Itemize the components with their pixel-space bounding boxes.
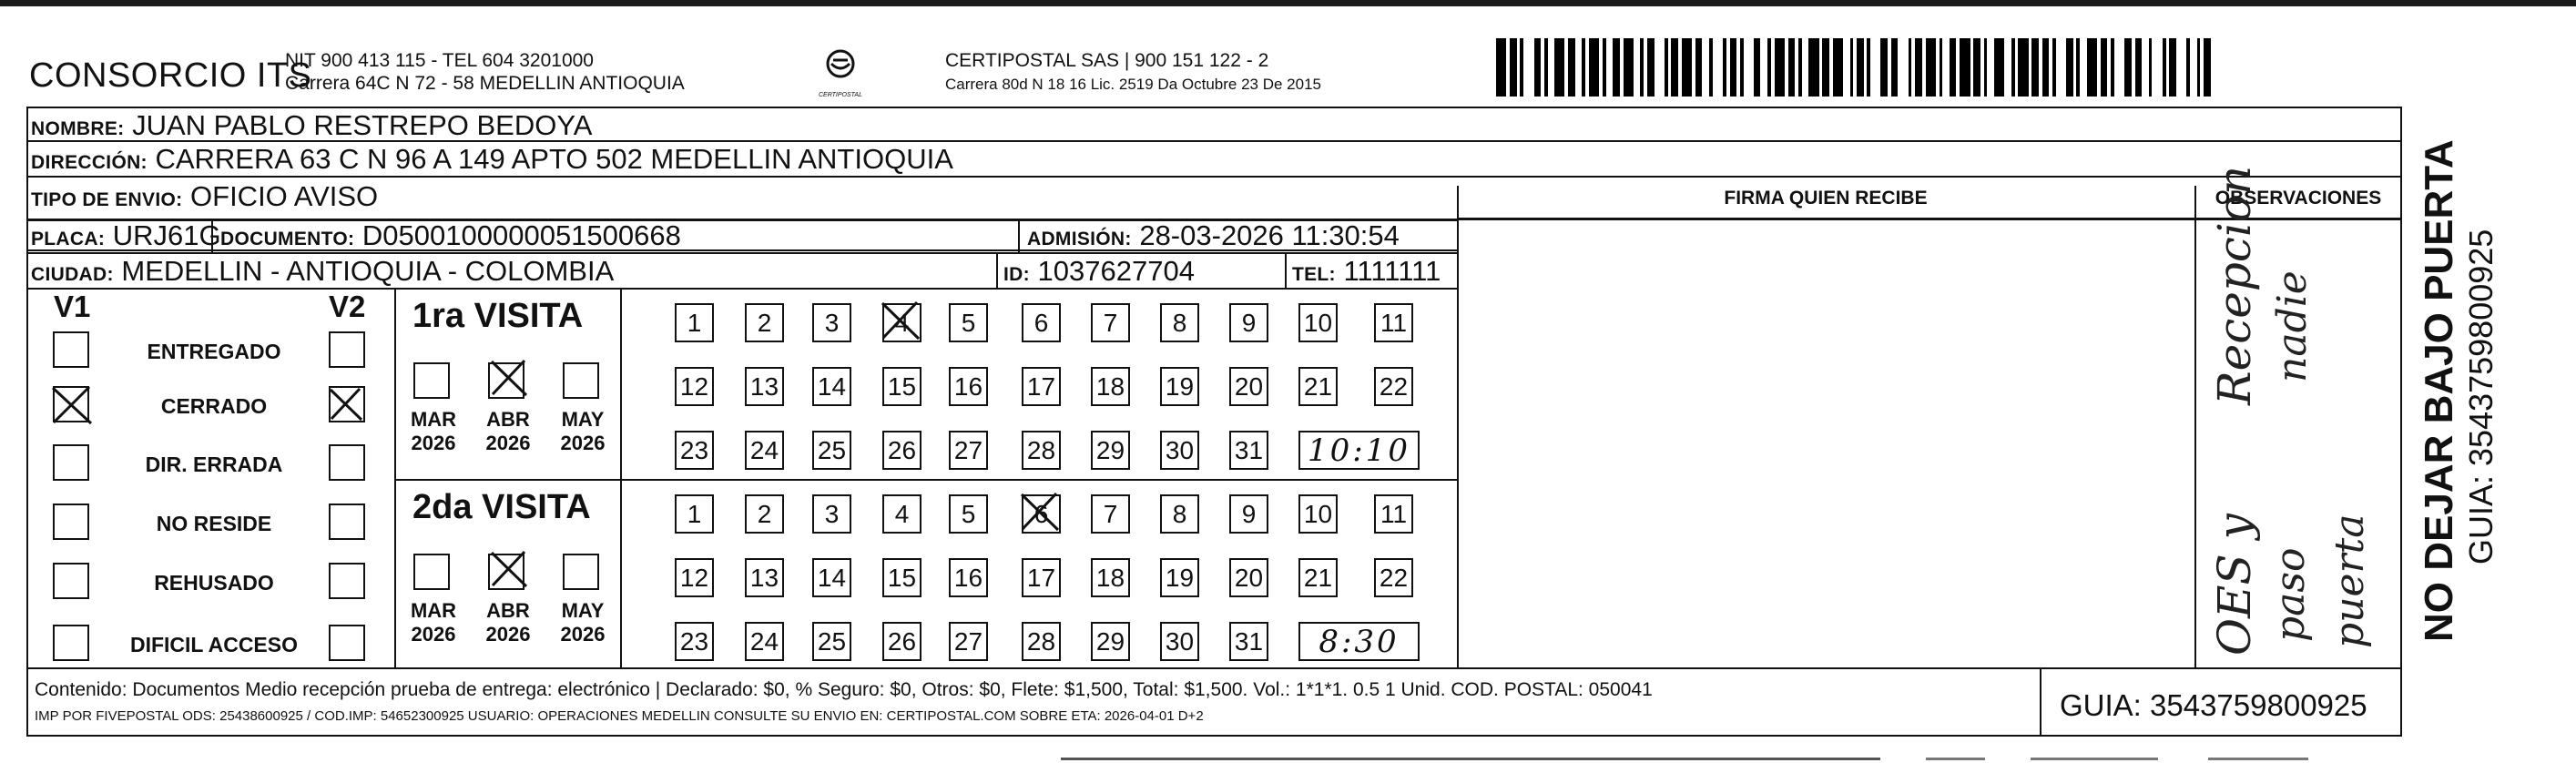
v1-checkbox-rehusado[interactable] (53, 563, 89, 599)
shipping-type: OFICIO AVISO (190, 180, 379, 212)
visit-1-day-14[interactable]: 14 (812, 367, 851, 406)
company-address: Carrera 64C N 72 - 58 MEDELLIN ANTIOQUIA (285, 73, 685, 94)
visit-1-day-7[interactable]: 7 (1091, 303, 1130, 342)
visit-1-month-label: MAY 2026 (560, 408, 606, 454)
visit-1-month-abr-checkbox[interactable] (488, 362, 524, 399)
v1-checkbox-cerrado[interactable] (53, 386, 89, 422)
signature-area[interactable] (1459, 219, 2193, 666)
visit-1-day-27[interactable]: 27 (949, 431, 988, 470)
visit-1-day-4[interactable]: 4 (882, 303, 921, 342)
visit-2-month-label: ABR 2026 (485, 599, 531, 646)
visit-1-day-15[interactable]: 15 (882, 367, 921, 406)
visit-2-day-16[interactable]: 16 (949, 558, 988, 597)
id-row: ID: 1037627704 (1003, 255, 1195, 287)
tel-value: 1111111 (1343, 255, 1441, 287)
document-value: D0500100000051500668 (361, 219, 681, 251)
visit-1-month-may-checkbox[interactable] (563, 362, 599, 399)
status-option-label: NO RESIDE (156, 512, 272, 535)
obs-handwriting-4: paso (2267, 547, 2314, 642)
scan-edge (0, 0, 2576, 6)
visit-1-day-3[interactable]: 3 (812, 303, 851, 342)
visit-2-title: 2da VISITA (412, 488, 591, 526)
visit-2-month-label: MAY 2026 (560, 599, 606, 646)
visit-1-month-label: ABR 2026 (485, 408, 531, 454)
visit-2-month-mar-checkbox[interactable] (413, 554, 450, 590)
visit-2-day-3[interactable]: 3 (812, 494, 851, 534)
visit-2-day-24[interactable]: 24 (745, 622, 784, 661)
v1-checkbox-dificil-acceso[interactable] (53, 625, 89, 661)
visit-2-day-17[interactable]: 17 (1022, 558, 1061, 597)
visit-2-day-15[interactable]: 15 (882, 558, 921, 597)
visit-1-day-20[interactable]: 20 (1229, 367, 1268, 406)
status-option-label: DIFICIL ACCESO (129, 633, 298, 656)
v2-checkbox-rehusado[interactable] (329, 563, 365, 599)
visit-2-day-14[interactable]: 14 (812, 558, 851, 597)
admission-row: ADMISIÓN: 28-03-2026 11:30:54 (1027, 219, 1400, 251)
print-info-line: IMP POR FIVEPOSTAL ODS: 25438600925 / COD.IMP: 54652300925 USUARIO: OPERACIONES MEDELLIN CONSULTE SU ENVIO EN: CERTIPOSTAL.COM SOBRE ETA: 2026-04-01 D+2 (35, 708, 1204, 724)
v2-checkbox-dificil-acceso[interactable] (329, 625, 365, 661)
v1-checkbox-entregado[interactable] (53, 331, 89, 368)
visit-1-day-25[interactable]: 25 (812, 431, 851, 470)
company-nit: NIT 900 413 115 - TEL 604 3201000 (285, 50, 594, 71)
visit-2-day-6[interactable]: 6 (1022, 494, 1061, 534)
tel-row: TEL: 1111111 (1292, 255, 1441, 287)
admission-value: 28-03-2026 11:30:54 (1139, 219, 1400, 251)
visit-2-day-8[interactable]: 8 (1160, 494, 1199, 534)
shipping-type-row: TIPO DE ENVIO: OFICIO AVISO (31, 180, 379, 212)
v2-checkbox-no-reside[interactable] (329, 504, 365, 540)
v1-label: V1 (54, 290, 91, 323)
visit-2-day-5[interactable]: 5 (949, 494, 988, 534)
recipient-address: CARRERA 63 C N 96 A 149 APTO 502 MEDELLIN ANTIOQUIA (155, 143, 953, 175)
city-row: CIUDAD: MEDELLIN - ANTIOQUIA - COLOMBIA (31, 255, 615, 287)
visit-1-day-28[interactable]: 28 (1022, 431, 1061, 470)
visit-1-day-16[interactable]: 16 (949, 367, 988, 406)
visit-2-day-13[interactable]: 13 (745, 558, 784, 597)
visit-2-month-label: MAR 2026 (410, 599, 457, 646)
visit-2-day-21[interactable]: 21 (1298, 558, 1338, 597)
visit-2-day-31[interactable]: 31 (1229, 622, 1268, 661)
visit-1-month-mar-checkbox[interactable] (413, 362, 450, 399)
guia-number: GUIA: 3543759800925 (2060, 688, 2367, 722)
visit-2-day-1[interactable]: 1 (675, 494, 714, 534)
visit-2-month-may-checkbox[interactable] (563, 554, 599, 590)
visit-1-day-24[interactable]: 24 (745, 431, 784, 470)
obs-handwriting-1: Recepcion (2208, 165, 2261, 405)
v2-label: V2 (329, 290, 366, 323)
courier-license: Carrera 80d N 18 16 Lic. 2519 Da Octubre 23 De 2015 (945, 76, 1321, 93)
visit-2-day-9[interactable]: 9 (1229, 494, 1268, 534)
visit-1-day-29[interactable]: 29 (1091, 431, 1130, 470)
document-row: DOCUMENTO: D0500100000051500668 (220, 219, 681, 251)
city-value: MEDELLIN - ANTIOQUIA - COLOMBIA (121, 255, 615, 287)
visit-1-day-22[interactable]: 22 (1374, 367, 1413, 406)
visit-1-day-23[interactable]: 23 (675, 431, 714, 470)
visit-1-day-1[interactable]: 1 (675, 303, 714, 342)
status-option-label: DIR. ERRADA (145, 453, 283, 476)
visit-2-day-7[interactable]: 7 (1091, 494, 1130, 534)
status-option-label: CERRADO (160, 394, 268, 418)
v2-checkbox-cerrado[interactable] (329, 386, 365, 422)
visit-1-day-10[interactable]: 10 (1298, 303, 1338, 342)
recipient-name: JUAN PABLO RESTREPO BEDOYA (132, 109, 593, 141)
visit-2-day-20[interactable]: 20 (1229, 558, 1268, 597)
visit-2-day-2[interactable]: 2 (745, 494, 784, 534)
visit-1-day-21[interactable]: 21 (1298, 367, 1338, 406)
visit-2-day-4[interactable]: 4 (882, 494, 921, 534)
v1-checkbox-no-reside[interactable] (53, 504, 89, 540)
visit-1-day-18[interactable]: 18 (1091, 367, 1130, 406)
contents-line: Contenido: Documentos Medio recepción prueba de entrega: electrónico | Declarado: $0, % Seguro: $0, Otros: $0, Flete: $1,500, Total: $1,500. Vol.: 1*1*1. 0.5 1 Unid. COD. POSTAL: 050041 (35, 679, 1653, 700)
visit-1-day-17[interactable]: 17 (1022, 367, 1061, 406)
barcode (1496, 38, 2222, 97)
side-guia: GUIA: 3543759800925 (2462, 229, 2500, 565)
visit-2-day-27[interactable]: 27 (949, 622, 988, 661)
visit-1-day-6[interactable]: 6 (1022, 303, 1061, 342)
visit-2-day-29[interactable]: 29 (1091, 622, 1130, 661)
plate-value: URJ61G (112, 219, 221, 251)
no-leave-warning: NO DEJAR BAJO PUERTA (2417, 139, 2461, 642)
status-option-label: ENTREGADO (147, 340, 281, 363)
visit-1-day-26[interactable]: 26 (882, 431, 921, 470)
visit-1-time[interactable]: 10:10 (1298, 431, 1420, 470)
visit-2-day-25[interactable]: 25 (812, 622, 851, 661)
visit-2-day-11[interactable]: 11 (1374, 494, 1413, 534)
visit-1-day-11[interactable]: 11 (1374, 303, 1413, 342)
visit-2-time[interactable]: 8:30 (1298, 622, 1420, 661)
status-option-label: REHUSADO (154, 571, 274, 595)
observations-title: OBSERVACIONES (2215, 188, 2382, 209)
visit-2-day-23[interactable]: 23 (675, 622, 714, 661)
visit-1-day-8[interactable]: 8 (1160, 303, 1199, 342)
visit-2-day-18[interactable]: 18 (1091, 558, 1130, 597)
obs-handwriting-5: puerta (2327, 514, 2373, 648)
v2-checkbox-dir-errada[interactable] (329, 444, 365, 481)
recipient-row: NOMBRE: JUAN PABLO RESTREPO BEDOYA (31, 109, 593, 141)
plate-row: PLACA: URJ61G (31, 219, 221, 251)
v2-checkbox-entregado[interactable] (329, 331, 365, 368)
visit-1-day-30[interactable]: 30 (1160, 431, 1199, 470)
visit-1-day-5[interactable]: 5 (949, 303, 988, 342)
visit-1-day-13[interactable]: 13 (745, 367, 784, 406)
visit-1-day-19[interactable]: 19 (1160, 367, 1199, 406)
visit-2-day-26[interactable]: 26 (882, 622, 921, 661)
certipostal-logo: CERTIPOSTAL (813, 46, 868, 97)
visit-1-day-9[interactable]: 9 (1229, 303, 1268, 342)
id-value: 1037627704 (1037, 255, 1195, 287)
signature-title: FIRMA QUIEN RECIBE (1724, 188, 1928, 209)
visit-2-month-abr-checkbox[interactable] (488, 554, 524, 590)
company-name: CONSORCIO ITS (29, 56, 312, 95)
visit-2-day-30[interactable]: 30 (1160, 622, 1199, 661)
courier-info: CERTIPOSTAL SAS | 900 151 122 - 2 (945, 50, 1269, 71)
visit-1-day-2[interactable]: 2 (745, 303, 784, 342)
visit-2-day-22[interactable]: 22 (1374, 558, 1413, 597)
visit-1-month-label: MAR 2026 (410, 408, 457, 454)
visit-2-day-19[interactable]: 19 (1160, 558, 1199, 597)
visit-2-day-28[interactable]: 28 (1022, 622, 1061, 661)
v1-checkbox-dir-errada[interactable] (53, 444, 89, 481)
visit-2-day-10[interactable]: 10 (1298, 494, 1338, 534)
obs-handwriting-2: nadie (2269, 270, 2316, 382)
visit-2-day-12[interactable]: 12 (675, 558, 714, 597)
visit-1-day-31[interactable]: 31 (1229, 431, 1268, 470)
visit-1-day-12[interactable]: 12 (675, 367, 714, 406)
obs-handwriting-3: OES y (2208, 514, 2261, 656)
visit-1-title: 1ra VISITA (412, 297, 584, 335)
address-row: DIRECCIÓN: CARRERA 63 C N 96 A 149 APTO 502 MEDELLIN ANTIOQUIA (31, 143, 953, 175)
